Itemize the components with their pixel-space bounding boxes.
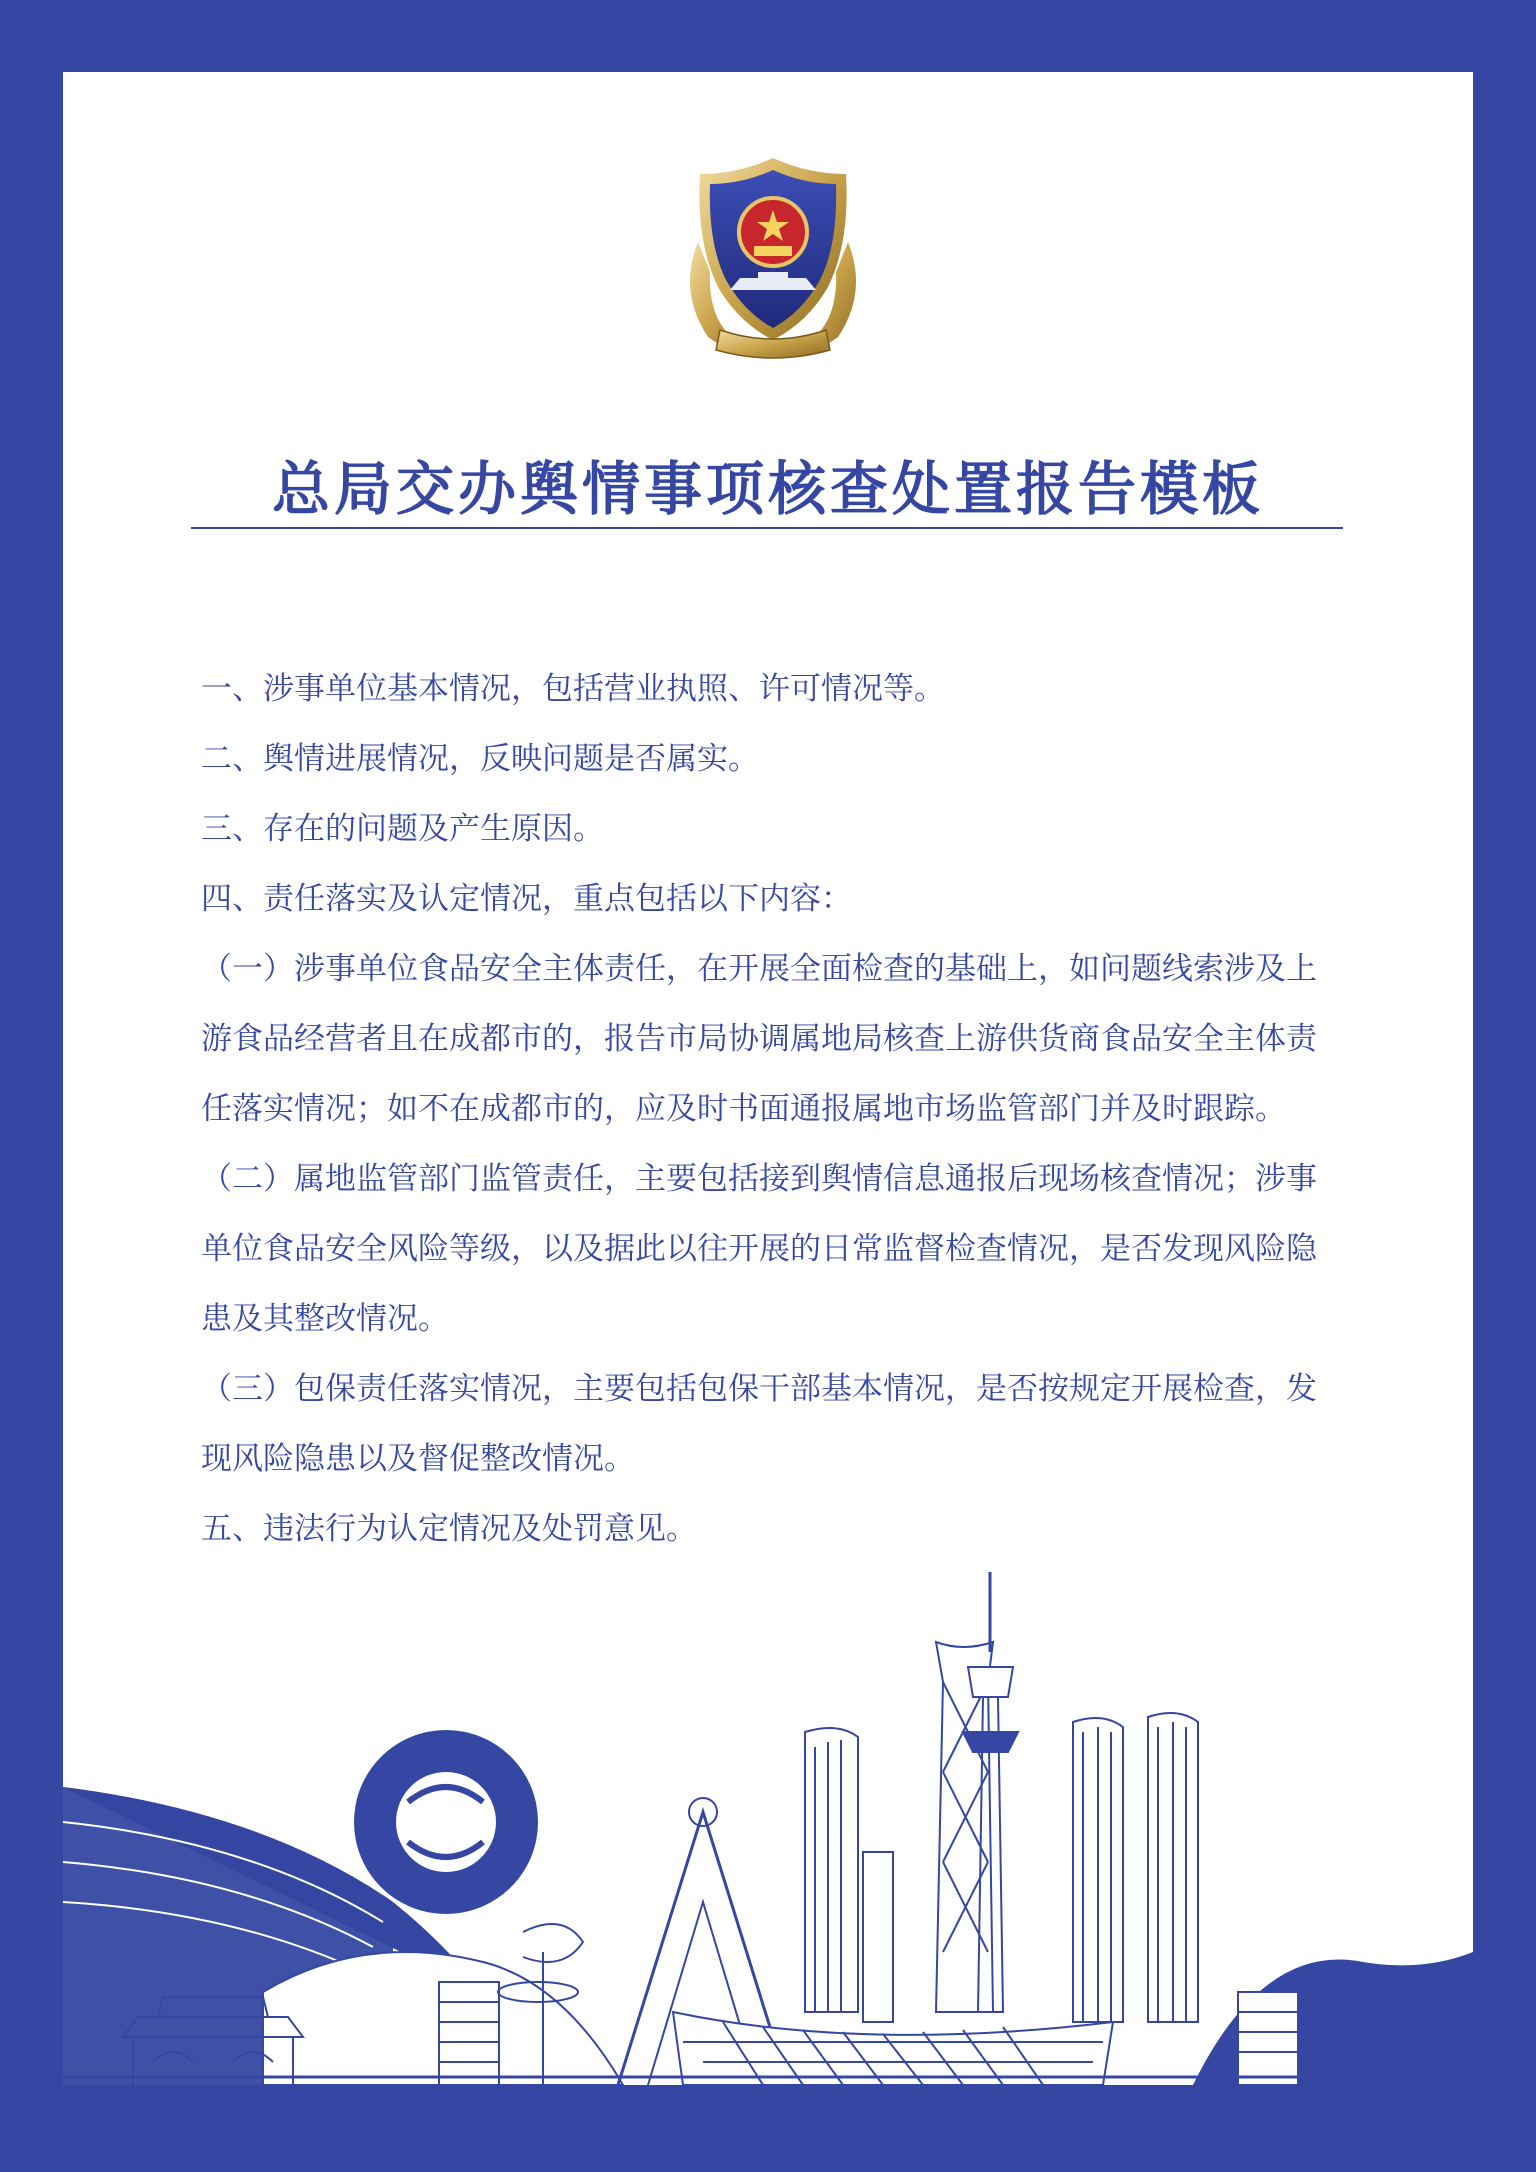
market-supervision-emblem-icon [668,152,878,372]
list-item: 五、违法行为认定情况及处罚意见。 [201,1511,697,1547]
list-item: 二、舆情进展情况，反映问题是否属实。 [201,741,759,777]
chengdu-skyline-illustration-icon [63,1572,1473,2085]
document-body [201,654,1346,1564]
document-title: 总局交办舆情事项核查处置报告模板 [271,455,1264,523]
list-item: 三、存在的问题及产生原因。 [201,811,604,847]
title-divider [191,527,1343,529]
list-item: （二）属地监管部门监管责任，主要包括接到舆情信息通报后现场核查情况；涉事单位食品安全风险等级，以及据此以往开展的日常监督检查情况，是否发现风险隐患及其整改情况。 [201,1161,1317,1337]
document-panel [63,72,1473,2085]
list-item: （三）包保责任落实情况，主要包括包保干部基本情况，是否按规定开展检查，发现风险隐患以及督促整改情况。 [201,1371,1317,1477]
list-item: （一）涉事单位食品安全主体责任，在开展全面检查的基础上，如问题线索涉及上游食品经营者且在成都市的，报告市局协调属地局核查上游供货商食品安全主体责任落实情况；如不在成都市的，应及时书面通报属地市场监管部门并及时跟踪。 [201,951,1317,1127]
list-item: 一、涉事单位基本情况，包括营业执照、许可情况等。 [201,671,945,707]
list-item: 四、责任落实及认定情况，重点包括以下内容： [201,881,852,917]
